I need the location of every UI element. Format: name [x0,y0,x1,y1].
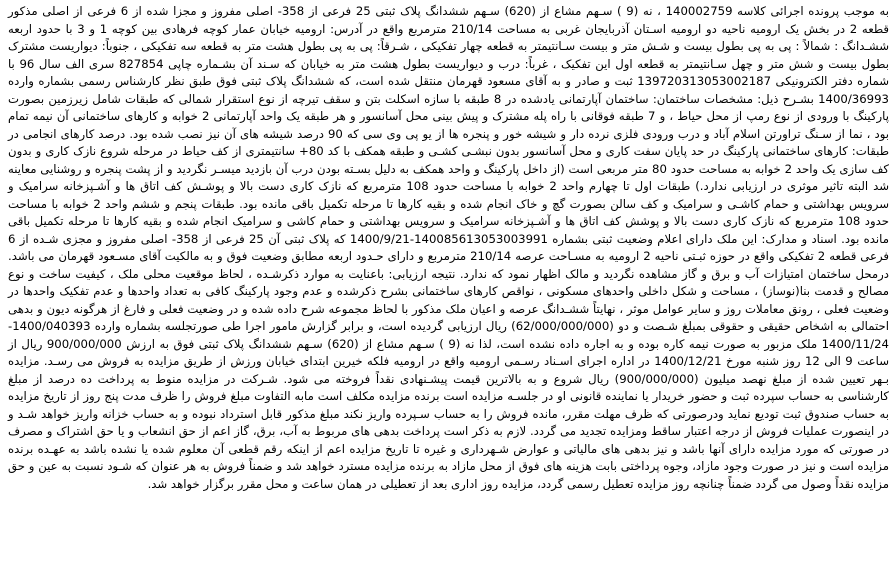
auction-notice-text: به موجب پرونده اجرائی کلاسه 140002759 ، نه (9 ) سـهم مشاع از (620) سـهم ششدانگ پلاک ثبتی 25 فرعی از 358- اصلی مفروز و مجزا شده از 6 فرعی از اصلی مذکور قطعه 2 در بخش یک ارومیه ناحیه دو ارومیه اسـتان آذربایجان غربی به مساحت 210/14 مترمربع واقع در آدرس: ارومیه خیابان عمار کوچه فرهادی بین کوچه 1 و 3 با حدود اربعه ششـدانگ : شمالاً : پی به پی بطول بیست و شـش متر و بیست سـانتیمتر به قطعه چهار تفکیکی ، شـرقاً: پی به پی بطول هشت متر به قطعه سه تفکیکی ، جنوباً: دیواریست مشترک بطول بیست و شش متر و چهل سـانتیمتر به قطعه اول این تفکیک ، غرباً: درب و دیواریست بطول هشت متر به خیابان که سـند آن بشـماره چاپی 827854 سری الف سال 96 با شماره دفتر الکترونیکی 139720313053002187 ثبت و صادر و به آقای مسعود قهرمان منتقل شده است، که ششدانگ پلاک ثبتی فوق طبق نظر کارشناس رسمی بشماره وارده 1400/36993 بشـرح ذیل: مشخصات ساختمان: ساختمان آپارتمانی یادشده در 8 طبقه با سازه اسکلت بتن و سقف تیرچه از نوع استقرار شمالی که طبقات شامل زیرزمین بصورت پارکینگ با ورودی از نوع رمپ از محل حیاط ، و 7 طبقه فوقانی با راه پله مشترک و پیش بینی محل آسانسور و هر طبقه یک واحد آپارتمانی 2 خوابه و کارهای ساختمانی آن نیمه تمام بود ، نما از سـنگ تراورتن اسلام آباد و درب ورودی فلزی نرده دار و شیشه خور و پنجره ها از یو پی وی سی که 90 درصد شیشه های آن نیز نصب شده بود. درصد کارهای انجامی در طبقات: کارهای ساختمانی پارکینگ در حد پایان سفت کاری و محل آسانسور بدون نبشـی کشـی و طبقه همکف با کد 80+ سانتیمتری از کف حیاط در مرحله شروع نازک کاری و بدون کف سازی یک واحد 2 خوابه به مساحت حدود 80 متر مربعی است (از داخل پارکینگ و واحد همکف به دلیل بسـته بودن درب آن بازدید میسـر نگردید و از پشت پنجره و روشنایی معاینه شد البته تاثیر موثری در ارزیابی ندارد.) طبقات اول تا چهارم واحد 2 خوابه با مساحت حدود 108 مترمربع که نازک کاری دست بالا و پوشـش کف اتاق ها و آشـپزخانه سرامیک و سرویس بهداشتی و حمام کاشـی و سرامیک و کف سالن بصورت گچ و خاک انجام شده و بقیه کارها تا مرحله تکمیل باقی مانده بود. طبقات پنجم و ششم واحد 2 خوابه با مساحت حدود 108 مترمربع که نازک کاری دست بالا و پوشش کف اتاق ها و آشـپزخانه سرامیک و سرویس بهداشتی و حمام کاشی و سرامیک انجام شده و بقیه کارها تا مرحله تکمیل باقی مانده بود. اسناد و مدارک: این ملک دارای اعلام وضعیت ثبتی بشماره 140085613053003991-1400/9/21 که پلاک ثبتی آن 25 فرعی از 358- اصلی مفروز و مجزی شـده از 6 فرعی قطعه 2 تفکیکی واقع در حوزه ثبـتی ناحیه 2 ارومیه به مسـاحت عرصه 210/14 مترمربع و دارای حـدود اربعه مطابق وضعیت فوق و به مالکیت آقای مسـعود قهرمان می باشد. درمحل ساختمان امتیازات آب و برق و گاز مشاهده نگردید و مالک اظهار نمود که ندارد. نتیجه ارزیابی: باعنایت به موارد ذکرشـده ، لحاظ موقعیت محلی ملک ، کیفیت ساخت و نوع مصالح و قدمت بنا(نوساز) ، مساحت و شکل داخلی واحدهای مسکونی ، نواقص کارهای ساختمانی بشرح ذکرشده و عدم وجود پارکینگ کافی به تعداد واحدها و عدم تفکیک واحدها در وضعیت فعلی ، رونق معاملات روز و سایر عوامل موثر ، نهایتاً ششـدانگ عرصه و اعیان ملک مذکور با لحاظ مجموعه شرح داده شده و در وضعیت فعلی و فارغ از هرگونه دیون و بدهی احتمالی به اشخاص حقیقی و حقوقی بمبلغ شـصت و دو (62/000/000/000) ریال ارزیابی گردیده است، و برابر گزارش مامور اجرا طی صورتجلسه بشماره وارده 1400/040393-1400/11/24 ملک مزبور به صورت نیمه کاره بوده و به اجاره داده نشده است، لذا نه (9 ) سـهم مشاع از (620) سـهم ششدانگ پلاک ثبتی فوق به ارزش 900/000/000 ریال از ساعت 9 الی 12 روز شنبه مورخ 1400/12/21 در اداره اجرای اسـناد رسـمی ارومیه واقع در ارومیه فلکه خیرین ابتدای خیابان ورزش از طریق مزایده به فروش می رسـد. مزایده بـهر تعیین شده از مبلغ نهصد میلیون (900/000/000) ریال شروع و به بالاترین قیمت پیشـنهادی نقداً فروخته می شود. شـرکت در مزایده منوط به پرداخت ده درصد از مبلغ کارشناسی به حساب سپرده ثبت و حضور خریدار یا نماینده قانونی او در جلسـه مزایده است برنده مزایده مکلف است مابه التفاوت مبلغ فروش را ظرف مدت پنج روز از تاریخ مزایده به حساب صندوق ثبت تودیع نماید ودرصورتی که ظرف مهلت مقرر، مانده فروش را به حساب سـپرده واریز نکند مبلغ مذکور قابل استرداد نبوده و به حساب خزانه واریز خواهد شـد و در اینصورت عملیات فروش از درجه اعتبار ساقط ومزایده تجدید می گردد. لازم به ذکر است پرداخت بدهی های مربوط به آب، برق، گاز اعم از حق انشعاب و یا حق اشتراک و مصرف در صورتی که مورد مزایده دارای آنها باشد و نیز بدهی های مالیاتی و عوارض شـهرداری و غیره تا تاریخ مزایده اعم از اینکه رقم قطعی آن معلوم شده یا نشده باشد به عهـده برنده مزایده است و نیز در صورت وجود مازاد، وجوه پرداختی بابت هزینه های فوق از محل مازاد به برنده مزایده مسترد خواهد شد و ضمناً فروش به هر عنوان که شـود نسبت به عین و حق مزایده نقداً وصول می گردد ضمناً چنانچه روز مزایده تعطیل رسمی گردد، مزایده روز اداری بعد از تعطیلی در همان ساعت و محل مقرر برگزار خواهد شد. [8,4,890,491]
